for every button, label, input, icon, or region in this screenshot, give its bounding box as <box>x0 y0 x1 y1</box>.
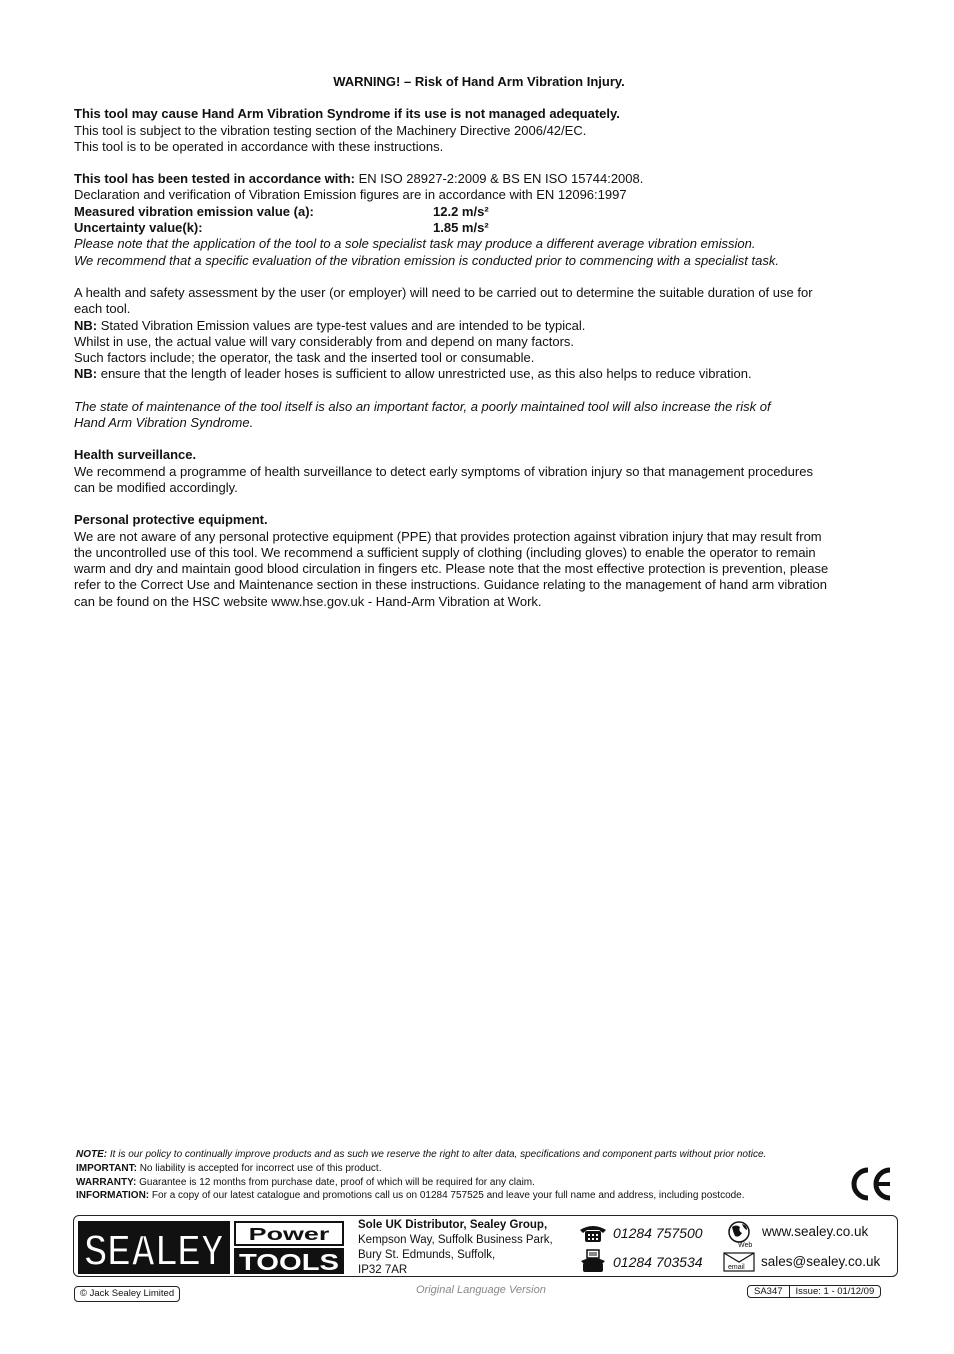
sealey-logo-text: SEALEY <box>84 1226 224 1275</box>
email-icon-label: email <box>728 1264 745 1271</box>
ppe-line: warm and dry and maintain good blood circulation in fingers etc. Please note that the most effective protection is prevention, please <box>74 561 829 577</box>
address-line: IP32 7AR <box>358 1264 408 1276</box>
important-line: IMPORTANT: No liability is accepted for incorrect use of this product. <box>76 1162 382 1174</box>
assessment-line: each tool. <box>74 301 131 317</box>
fax-icon <box>578 1249 608 1273</box>
original-language-label: Original Language Version <box>416 1284 546 1296</box>
nb-note: NB: Stated Vibration Emission values are type-test values and are intended to be typical. <box>74 317 586 333</box>
maintenance-line: Hand Arm Vibration Syndrome. <box>74 415 254 431</box>
email-link[interactable]: sales@sealey.co.uk <box>761 1254 881 1269</box>
distributor-address <box>358 1218 553 1278</box>
warranty-line: WARRANTY: Guarantee is 12 months from purchase date, proof of which will be required for any claim. <box>76 1176 535 1188</box>
legal-notes <box>76 1148 876 1203</box>
ppe-line: can be found on the HSC website www.hse.gov.uk - Hand-Arm Vibration at Work. <box>74 593 542 609</box>
issue-date: Issue: 1 - 01/12/09 <box>789 1286 881 1297</box>
address-line: Kempson Way, Suffolk Business Park, <box>358 1234 553 1246</box>
power-logo <box>234 1221 344 1246</box>
nb-note: NB: ensure that the length of leader hoses is sufficient to allow unrestricted use, as this also helps to reduce vibration. <box>74 366 752 382</box>
ppe-heading: Personal protective equipment. <box>74 512 268 528</box>
maintenance-line: The state of maintenance of the tool itself is also an important factor, a poorly maintained tool will also increase the risk of <box>74 398 771 414</box>
testing-note: Please note that the application of the tool to a sole specialist task may produce a different average vibration emission. <box>74 236 756 252</box>
assessment-line: A health and safety assessment by the user (or employer) will need to be carried out to determine the suitable duration of use for <box>74 284 813 300</box>
surveillance-line: can be modified accordingly. <box>74 479 238 495</box>
intro-line: This tool is to be operated in accordance with these instructions. <box>74 138 444 154</box>
issue-box <box>747 1285 881 1298</box>
warning-title: WARNING! – Risk of Hand Arm Vibration Injury. <box>333 74 625 89</box>
telephone-icon <box>578 1222 608 1244</box>
power-logo-text: Power <box>248 1223 330 1244</box>
fax-number: 01284 703534 <box>613 1254 703 1270</box>
distributor-name: Sole UK Distributor, Sealey Group, <box>358 1219 548 1231</box>
web-icon-label: Web <box>738 1242 753 1249</box>
ppe-line: refer to the Correct Use and Maintenance section in these instructions. Guidance relating to the management of hand arm vibration <box>74 577 827 593</box>
email-icon <box>723 1252 755 1272</box>
globe-web-icon <box>726 1220 760 1248</box>
assessment-line: Whilst in use, the actual value will vary considerably from and depend on many factors. <box>74 333 575 349</box>
information-line: INFORMATION: For a copy of our latest catalogue and promotions call us on 01284 757525 and leave your full name and address, including postcode. <box>76 1190 745 1202</box>
ppe-line: the uncontrolled use of this tool. We recommend a sufficient supply of clothing (including gloves) to enable the operator to remain <box>74 544 816 560</box>
note-line: NOTE: It is our policy to continually improve products and as such we reserve the right to alter data, specifications and component parts without prior notice. <box>76 1149 767 1160</box>
testing-declaration: Declaration and verification of Vibration Emission figures are in accordance with EN 12096:1997 <box>74 187 627 203</box>
address-line: Bury St. Edmunds, Suffolk, <box>358 1249 496 1261</box>
website-link[interactable]: www.sealey.co.uk <box>762 1224 869 1239</box>
tools-logo-text: TOOLS <box>239 1249 339 1275</box>
ce-mark-icon <box>848 1166 896 1202</box>
intro-line: This tool is subject to the vibration testing section of the Machinery Directive 2006/42/EC. <box>74 122 587 138</box>
copyright-label: © Jack Sealey Limited <box>74 1286 180 1302</box>
uncertainty-value-row: Uncertainty value(k): 1.85 m/s² <box>74 220 489 236</box>
ppe-line: We are not aware of any personal protective equipment (PPE) that provides protection against vibration injury that may result from <box>74 528 822 544</box>
phone-number: 01284 757500 <box>613 1225 703 1241</box>
intro-heading: This tool may cause Hand Arm Vibration Syndrome if its use is not managed adequately. <box>74 106 620 122</box>
tools-logo <box>234 1248 344 1274</box>
assessment-line: Such factors include; the operator, the task and the inserted tool or consumable. <box>74 350 535 366</box>
surveillance-heading: Health surveillance. <box>74 447 197 463</box>
measured-value-row: Measured vibration emission value (a): 12.2 m/s² <box>74 203 489 219</box>
testing-standards: This tool has been tested in accordance with: EN ISO 28927-2:2009 & BS EN ISO 15744:2008. <box>74 171 644 187</box>
testing-note: We recommend that a specific evaluation of the vibration emission is conducted prior to commencing with a specialist task. <box>74 252 779 268</box>
model-number: SA347 <box>754 1286 783 1297</box>
warning-document <box>74 74 884 610</box>
sealey-logo <box>78 1221 230 1274</box>
surveillance-line: We recommend a programme of health surveillance to detect early symptoms of vibration injury so that management procedures <box>74 463 813 479</box>
